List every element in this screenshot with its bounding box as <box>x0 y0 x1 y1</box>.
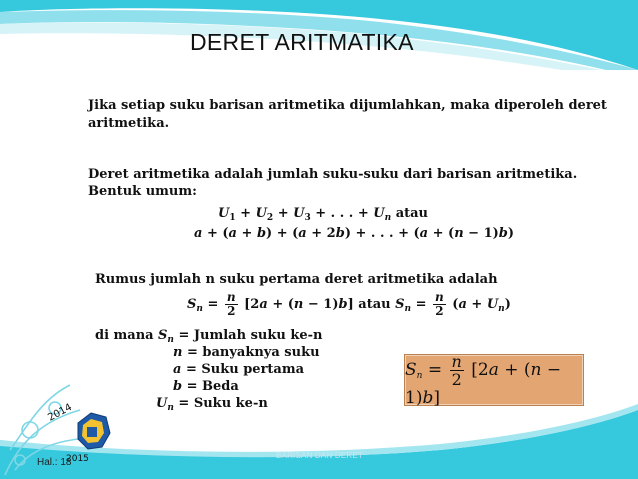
general-form-line-1: $U_1 + U_2 + U_3$ + . . . + $U_n$ atau <box>218 206 428 223</box>
intro-line-1: Jika setiap suku barisan aritmetika dijumlahkan, maka diperoleh deret <box>88 98 607 113</box>
emblem-icon <box>78 413 110 449</box>
di-mana-label: di mana <box>95 328 154 343</box>
slide-title: DERET ARITMATIKA <box>190 29 414 55</box>
sum-formula-row: $S_n$ = $\frac{n}{2}$ [2a + (n − 1)b] atau $S_n$ = $\frac{n}{2}$ $(a + U_n)$ <box>187 290 511 318</box>
legend-row-un: $U_n$ = Suku ke-n <box>156 396 268 413</box>
fraction-n-over-2-alt: $\frac{n}{2}$ <box>435 290 444 318</box>
rumus-label: Rumus jumlah n suku pertama deret aritmetika adalah <box>95 272 498 287</box>
definition-text: Deret aritmetika adalah jumlah suku-suku dari barisan aritmetika. <box>88 167 578 182</box>
footer-title: BARISAN DAN DERET <box>276 451 363 460</box>
legend-row-a: a = Suku pertama <box>173 362 305 377</box>
legend-row-b: b = Beda <box>173 379 239 394</box>
legend-row-sn: $S_n$ = Jumlah suku ke-n <box>158 328 323 345</box>
atau-text-2: atau <box>358 297 391 312</box>
year-2014-text: 2014 <box>46 401 74 424</box>
legend-row-n: n = banyaknya suku <box>173 345 320 360</box>
school-logo <box>16 395 116 465</box>
page-number: Hal.: 18 <box>37 457 72 468</box>
box-fraction: $\frac{n}{2}$ <box>451 351 462 389</box>
general-form-line-2: a + (a + b) + (a + 2b) + . . . + (a + (n − 1)b) <box>194 226 515 241</box>
intro-line-2: aritmetika. <box>88 116 170 131</box>
highlighted-formula-box: $S_n$ = $\frac{n}{2}$ [2a + (n − 1)b] <box>404 354 584 406</box>
atau-text: atau <box>395 206 428 221</box>
bentuk-umum-label: Bentuk umum: <box>88 184 197 199</box>
year-2015-text: 2015 <box>66 454 89 464</box>
fraction-n-over-2: $\frac{n}{2}$ <box>226 290 236 318</box>
